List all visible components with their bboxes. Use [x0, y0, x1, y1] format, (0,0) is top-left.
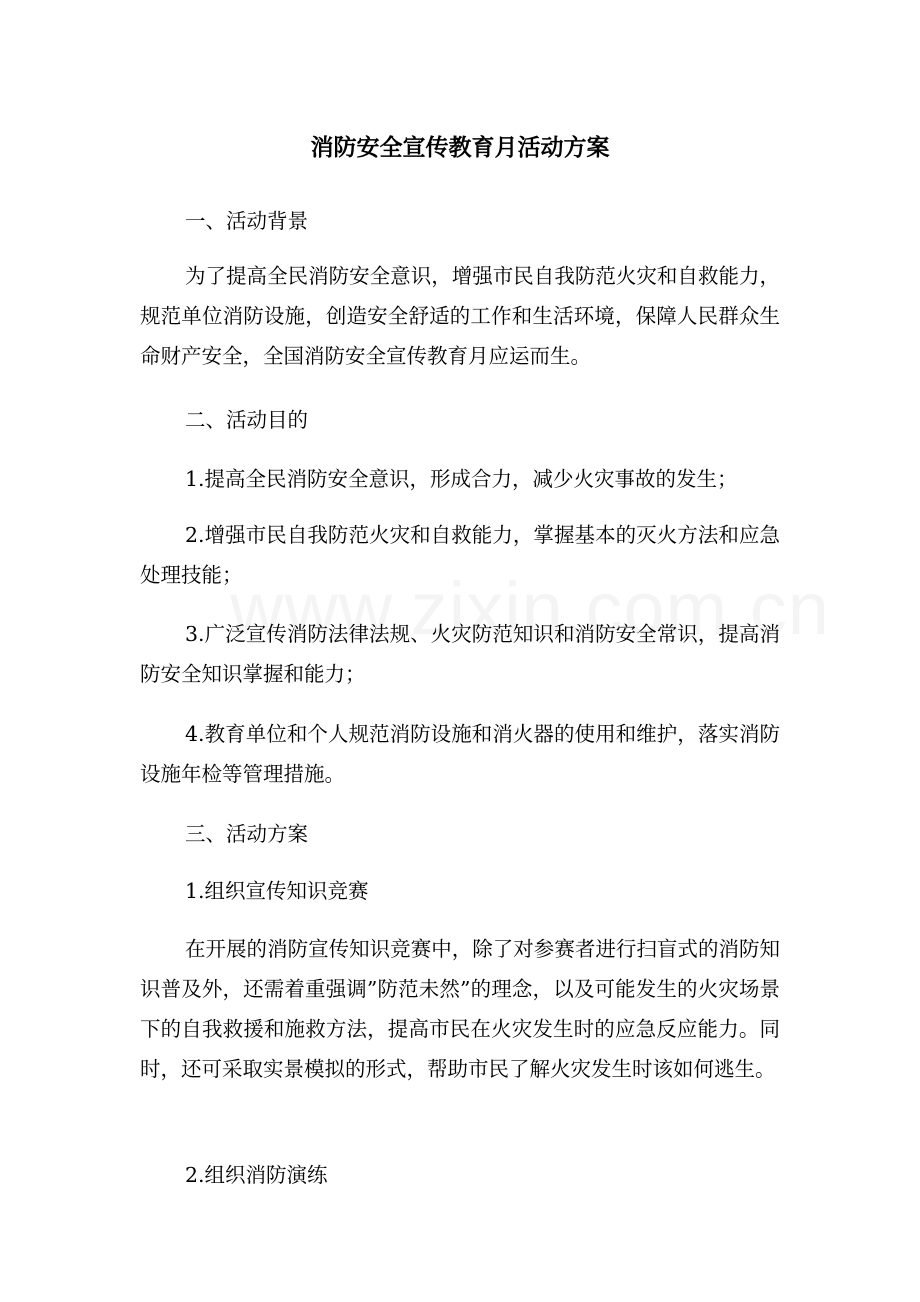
section-heading-plan: 三、活动方案 — [185, 822, 308, 846]
objective-item-4: 4.教育单位和个人规范消防设施和消火器的使用和维护，落实消防设施年检等管理措施。 — [140, 722, 780, 786]
section-heading-objectives: 二、活动目的 — [185, 408, 308, 432]
objective-item-3: 3.广泛宣传消防法律法规、火灾防范知识和消防安全常识，提高消防安全知识掌握和能力； — [140, 622, 780, 686]
paragraph-background: 为了提高全民消防安全意识，增强市民自我防范火灾和自救能力，规范单位消防设施，创造安全舒适的工作和生活环境，保障人民群众生命财产安全，全国消防安全宣传教育月应运而生。 — [140, 264, 780, 368]
paragraph-knowledge-contest: 在开展的消防宣传知识竞赛中，除了对参赛者进行扫盲式的消防知识普及外，还需着重强调”防范未然”的理念，以及可能发生的火灾场景下的自我救援和施救方法，提高市民在火灾发生时的应急反应能力。同时，还可采取实景模拟的形式，帮助市民了解火灾发生时该如何逃生。 — [140, 937, 780, 1081]
plan-subheading-1: 1.组织宣传知识竞赛 — [185, 879, 369, 903]
plan-subheading-2: 2.组织消防演练 — [185, 1163, 328, 1187]
objective-item-1: 1.提高全民消防安全意识，形成合力，减少火灾事故的发生； — [185, 467, 738, 491]
objective-item-2: 2.增强市民自我防范火灾和自救能力，掌握基本的灭火方法和应急处理技能； — [140, 523, 780, 587]
section-heading-background: 一、活动背景 — [185, 209, 308, 233]
document-title: 消防安全宣传教育月活动方案 — [310, 135, 610, 161]
